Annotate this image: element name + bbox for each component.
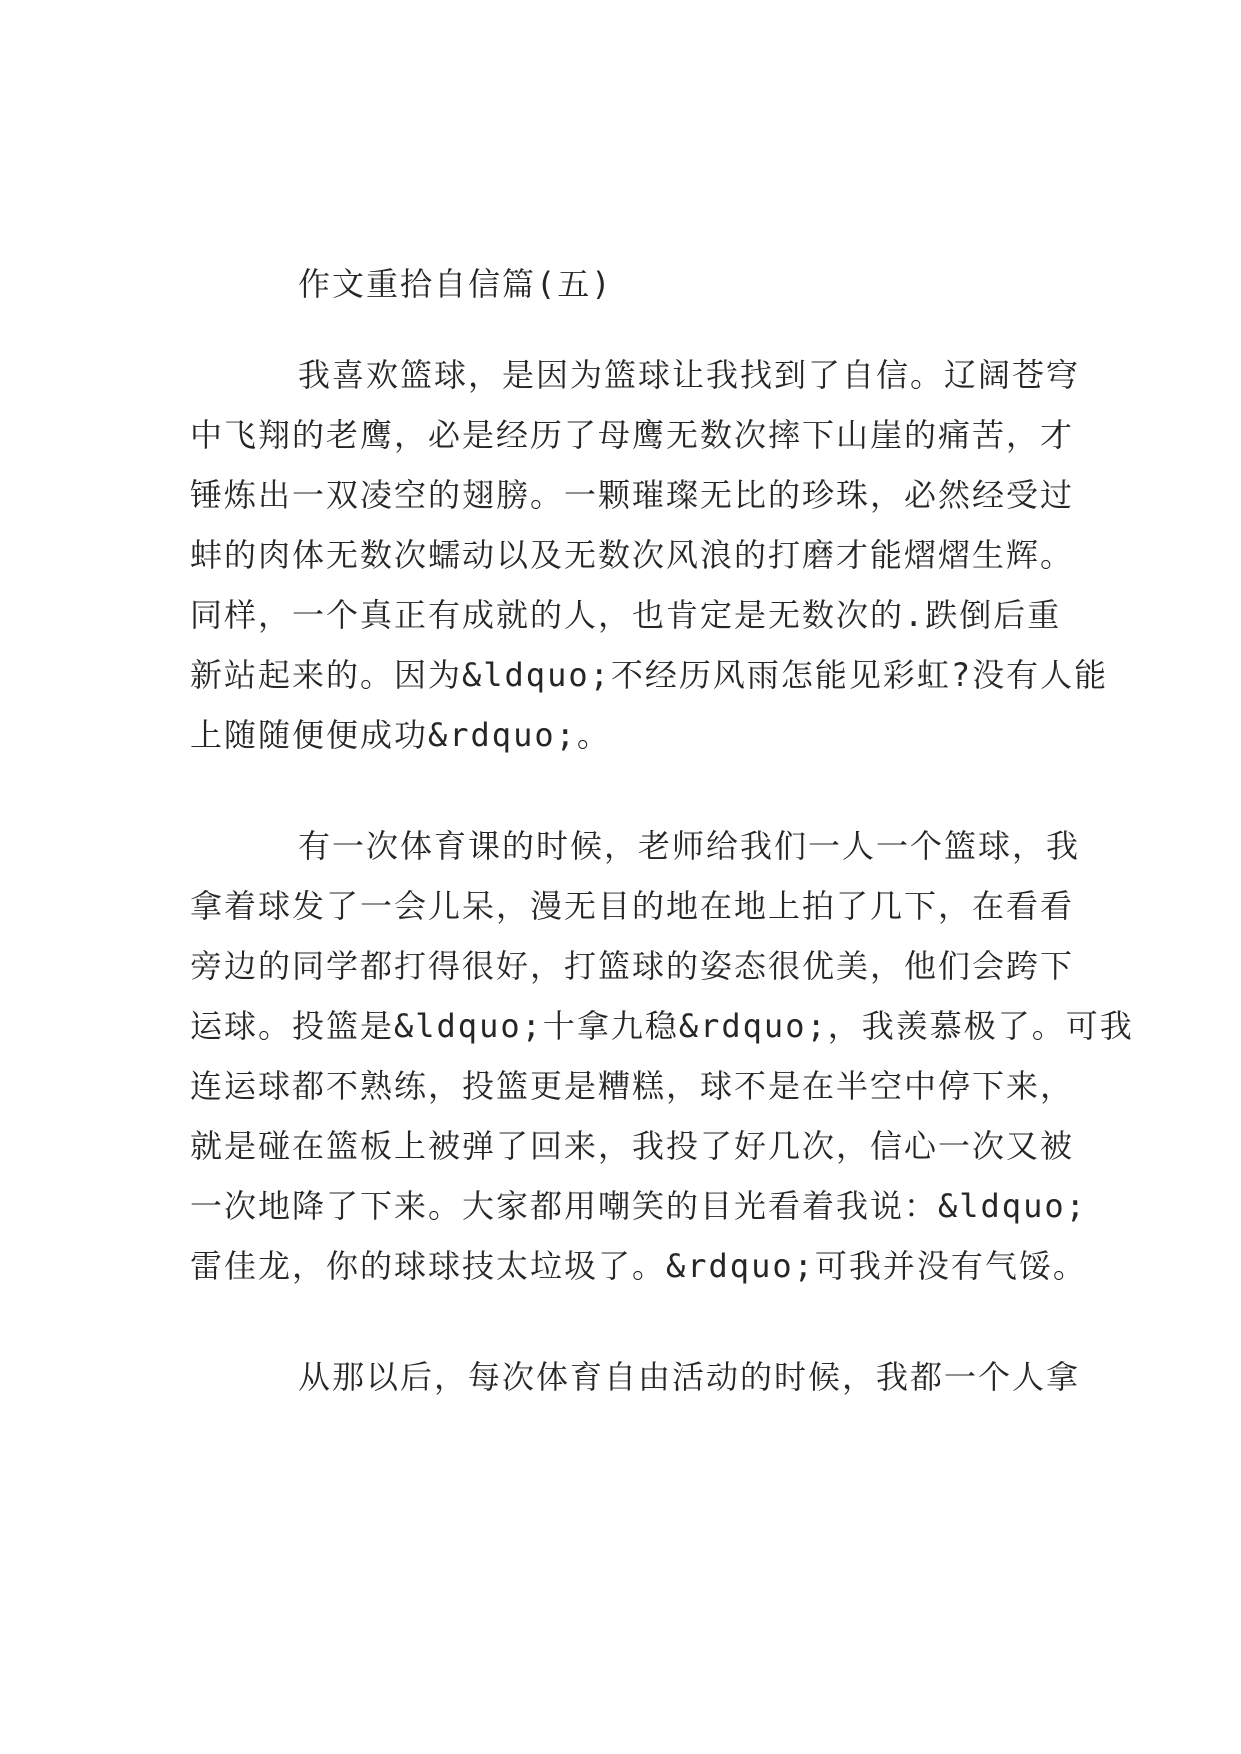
paragraph-line: 蚌的肉体无数次蠕动以及无数次风浪的打磨才能熠熠生辉。 bbox=[190, 536, 1075, 574]
paragraph-line: 锤炼出一双凌空的翅膀。一颗璀璨无比的珍珠，必然经受过 bbox=[190, 476, 1075, 514]
title-line: 作文重拾自信篇(五) bbox=[298, 265, 613, 303]
paragraph-line: 雷佳龙，你的球球技太垃圾了。&rdquo;可我并没有气馁。 bbox=[190, 1247, 1087, 1285]
paragraph-line: 我喜欢篮球，是因为篮球让我找到了自信。辽阔苍穹 bbox=[298, 356, 1081, 394]
paragraph-1 bbox=[190, 345, 1109, 765]
paragraph-line: 上随随便便成功&rdquo;。 bbox=[190, 716, 611, 754]
paragraph-line: 运球。投篮是&ldquo;十拿九稳&rdquo;，我羡慕极了。可我 bbox=[190, 1007, 1134, 1045]
paragraph-line: 一次地降了下来。大家都用嘲笑的目光看着我说：&ldquo; bbox=[190, 1187, 1087, 1225]
paragraph-2 bbox=[190, 816, 1134, 1296]
paragraph-line: 就是碰在篮板上被弹了回来，我投了好几次，信心一次又被 bbox=[190, 1127, 1075, 1165]
paragraph-line: 中飞翔的老鹰，必是经历了母鹰无数次摔下山崖的痛苦，才 bbox=[190, 416, 1075, 454]
paragraph-line: 连运球都不熟练，投篮更是糟糕，球不是在半空中停下来， bbox=[190, 1067, 1075, 1105]
paragraph-line: 旁边的同学都打得很好，打篮球的姿态很优美，他们会跨下 bbox=[190, 947, 1075, 985]
paragraph-line: 从那以后，每次体育自由活动的时候，我都一个人拿 bbox=[298, 1358, 1081, 1396]
paragraph-line: 同样，一个真正有成就的人，也肯定是无数次的.跌倒后重 bbox=[190, 596, 1062, 634]
paragraph-line: 拿着球发了一会儿呆，漫无目的地在地上拍了几下，在看看 bbox=[190, 887, 1075, 925]
paragraph-line: 有一次体育课的时候，老师给我们一人一个篮球，我 bbox=[298, 827, 1081, 865]
paragraph-line: 新站起来的。因为&ldquo;不经历风雨怎能见彩虹?没有人能 bbox=[190, 656, 1109, 694]
paragraph-3 bbox=[190, 1347, 1081, 1407]
document-title bbox=[190, 254, 1050, 314]
